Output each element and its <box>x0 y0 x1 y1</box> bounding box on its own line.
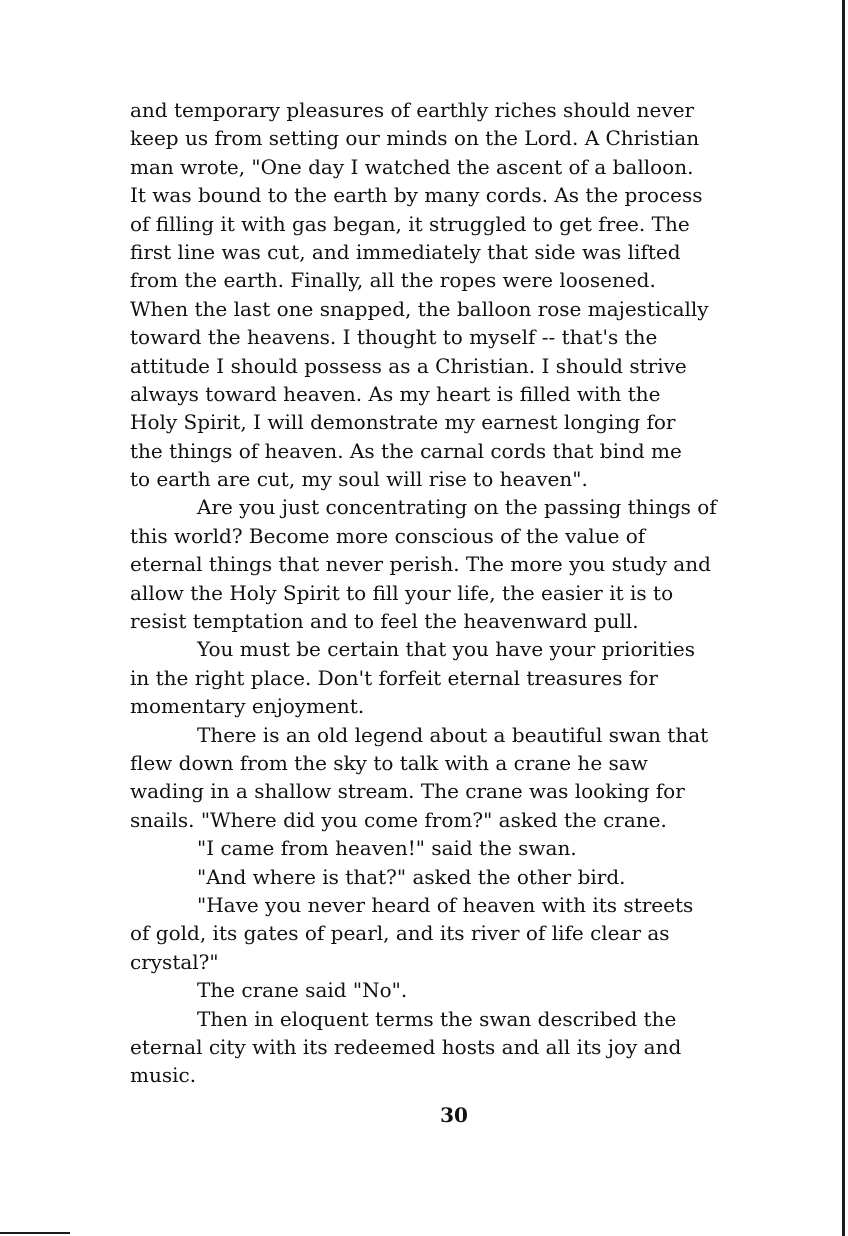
text-line: There is an old legend about a beautiful swan that <box>197 722 709 747</box>
text-line: momentary enjoyment. <box>130 694 365 719</box>
text-line: from the earth. Finally, all the ropes were loosened. <box>130 268 656 293</box>
text-line: flew down from the sky to talk with a crane he saw <box>130 750 648 775</box>
page-body-text <box>130 96 790 1090</box>
text-line: When the last one snapped, the balloon rose majestically <box>130 296 709 321</box>
text-line: It was bound to the earth by many cords. As the process <box>130 183 703 208</box>
text-line: resist temptation and to feel the heavenward pull. <box>130 609 639 634</box>
text-line: this world? Become more conscious of the value of <box>130 523 646 548</box>
text-line: the things of heaven. As the carnal cords that bind me <box>130 438 682 463</box>
text-line: "I came from heaven!" said the swan. <box>197 836 577 861</box>
text-line: "Have you never heard of heaven with its streets <box>197 892 694 917</box>
scan-edge-line <box>842 0 845 1236</box>
text-line: first line was cut, and immediately that side was lifted <box>130 239 681 264</box>
text-line: Then in eloquent terms the swan described the <box>197 1006 677 1031</box>
text-line: allow the Holy Spirit to fill your life, the easier it is to <box>130 580 674 605</box>
text-line: eternal city with its redeemed hosts and all its joy and <box>130 1034 682 1059</box>
text-line: snails. "Where did you come from?" asked the crane. <box>130 807 667 832</box>
text-line: wading in a shallow stream. The crane was looking for <box>130 779 685 804</box>
text-line: eternal things that never perish. The more you study and <box>130 552 711 577</box>
text-line: to earth are cut, my soul will rise to heaven". <box>130 467 588 492</box>
text-line: toward the heavens. I thought to myself -- that's the <box>130 325 658 350</box>
text-line: of filling it with gas began, it struggled to get free. The <box>130 211 690 236</box>
text-line: keep us from setting our minds on the Lord. A Christian <box>130 126 700 151</box>
text-line: man wrote, "One day I watched the ascent of a balloon. <box>130 154 694 179</box>
text-line: always toward heaven. As my heart is filled with the <box>130 381 661 406</box>
text-line: The crane said "No". <box>197 978 408 1003</box>
text-line: Holy Spirit, I will demonstrate my earnest longing for <box>130 410 676 435</box>
text-line: Are you just concentrating on the passing things of <box>197 495 717 520</box>
text-line: crystal?" <box>130 949 219 974</box>
text-line: and temporary pleasures of earthly riches should never <box>130 98 695 122</box>
text-line: in the right place. Don't forfeit eternal treasures for <box>130 665 658 690</box>
text-line: You must be certain that you have your priorities <box>197 637 695 662</box>
page-number: 30 <box>440 1103 468 1127</box>
text-line: of gold, its gates of pearl, and its river of life clear as <box>130 921 670 946</box>
text-line: attitude I should possess as a Christian. I should strive <box>130 353 687 378</box>
scan-bottom-mark <box>0 1232 70 1234</box>
text-line: "And where is that?" asked the other bird. <box>197 864 626 889</box>
text-line: music. <box>130 1063 197 1088</box>
